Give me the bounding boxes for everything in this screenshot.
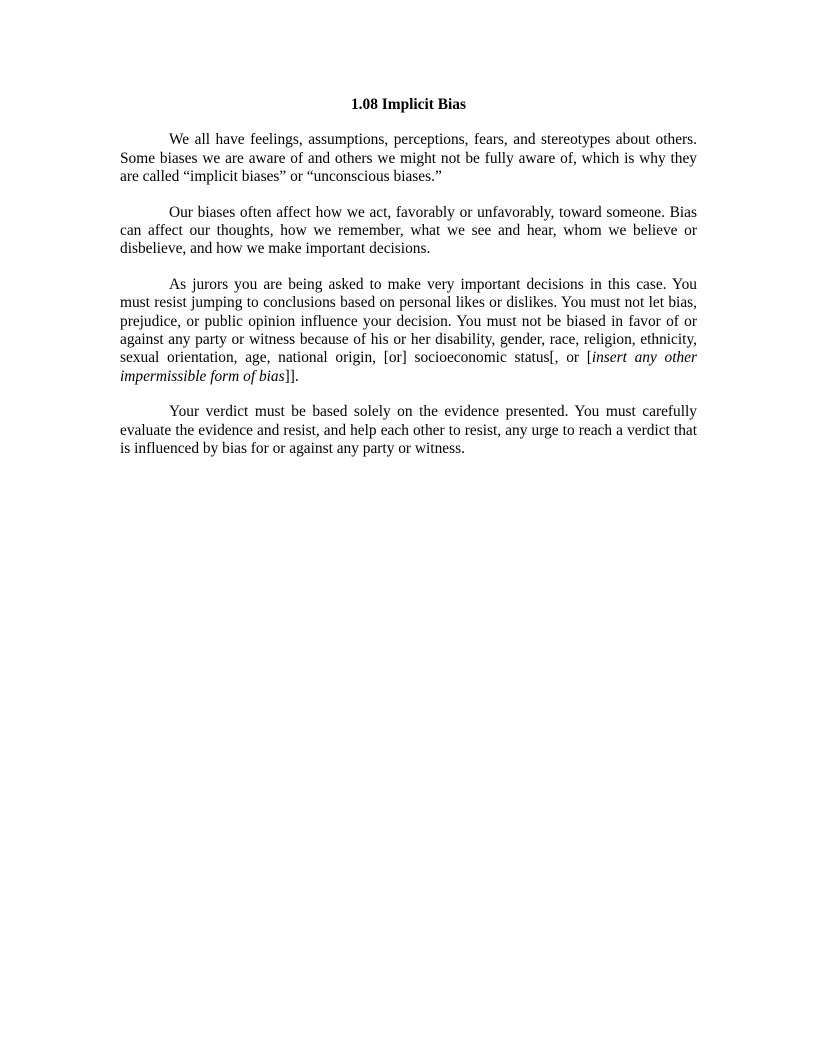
paragraph-feelings: We all have feelings, assumptions, perceptions, fears, and stereotypes about others. Some biases we are aware of and others we might not be fully aware of, which is why they are called “implicit biases” or “unconscious biases.”: [120, 131, 697, 186]
jurors-end: ]].: [284, 367, 299, 385]
paragraph-jurors: [120, 276, 697, 386]
document-page: [120, 96, 697, 476]
insert-bias-placeholder: insert any other impermissible form of bias: [120, 349, 697, 385]
document-title: 1.08 Implicit Bias: [350, 96, 466, 113]
paragraph-bias-effects: Our biases often affect how we act, favorably or unfavorably, toward someone. Bias can affect our thoughts, how we remember, what we see and hear, whom we believe or disbelieve, and how we make important decisions.: [120, 203, 697, 258]
paragraph-verdict: Your verdict must be based solely on the evidence presented. You must carefully evaluate the evidence and resist, and help each other to resist, any urge to reach a verdict that is influenced by bias for or against any party or witness.: [120, 403, 697, 458]
jurors-text: As jurors you are being asked to make very important decisions in this case. You must resist jumping to conclusions based on personal likes or dislikes. You must not let bias, prejudice, or public opinion influence your decision. You must not be biased in favor of or against any party or witness because of his or her disability, gender, race, religion, ethnicity, sexual orientation, age, national origin, [or] socioeconomic status[, or [: [120, 275, 697, 367]
